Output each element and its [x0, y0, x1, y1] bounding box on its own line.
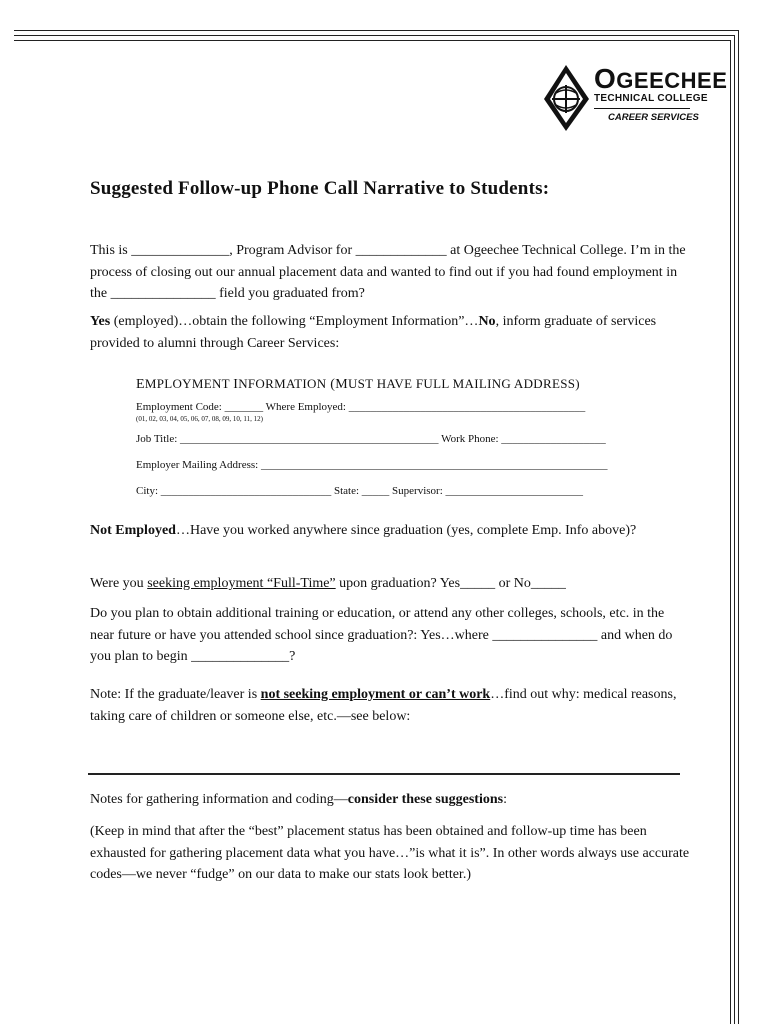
employment-heading: EMPLOYMENT INFORMATION (MUST HAVE FULL MAILING ADDRESS) — [136, 376, 580, 392]
employment-codes-hint: (01, 02, 03, 04, 05, 06, 07, 08, 09, 10, 11, 12) — [136, 415, 263, 423]
job-title-row: Job Title: _______________________________________________ Work Phone: ___________________ — [136, 433, 606, 445]
page-frame-right-inner — [734, 35, 735, 1024]
page-frame-top — [14, 30, 738, 31]
not-employed-paragraph: Not Employed…Have you worked anywhere since graduation (yes, complete Emp. Info above)? — [90, 523, 637, 538]
page-frame-right-inner2 — [730, 40, 731, 1024]
employment-code-row: Employment Code: _______ Where Employed: ___________________________________________ (01, 02, 03, 04, 05, 06, 07, 08, 09, 10, 11, 12) — [136, 401, 586, 423]
yes-paragraph: Yes (employed)…obtain the following “Employment Information”…No, inform graduate of services provided to alumni through Career Services: — [90, 314, 657, 351]
page-title: Suggested Follow-up Phone Call Narrative to Students: — [90, 178, 550, 199]
city-state-row: City: _______________________________ State: _____ Supervisor: _________________________ — [136, 485, 584, 497]
page-frame-top-inner — [14, 35, 734, 36]
logo-divider — [594, 108, 690, 109]
logo-subtitle: TECHNICAL COLLEGE — [594, 93, 708, 104]
page-frame-top-inner2 — [14, 40, 730, 41]
intro-paragraph: This is ______________, Program Advisor for _____________ at Ogeechee Technical College. I’m in the process of closing out our annual placement data and wanted to find out if you had found employment in the _______________ field you graduated from? — [90, 243, 686, 301]
note-paragraph: Note: If the graduate/leaver is not seeking employment or can’t work…find out why: medical reasons, taking care of children or someone else, etc.—see below: — [90, 687, 677, 724]
notes-heading: Notes for gathering information and coding—consider these suggestions: — [90, 792, 507, 807]
employer-address-row: Employer Mailing Address: _______________________________________________________________ — [136, 459, 608, 471]
section-divider — [88, 773, 680, 775]
logo-department: CAREER SERVICES — [608, 112, 699, 123]
keep-in-mind-paragraph: (Keep in mind that after the “best” placement status has been obtained and follow-up time has been exhausted for gathering placement data what you have…”is what it is”. In other words always use accurate codes—we never “fudge” on our data to make our stats look better.) — [90, 824, 690, 882]
diamond-emblem-icon — [542, 63, 592, 133]
college-logo — [542, 63, 728, 133]
employment-information-section — [136, 376, 676, 507]
additional-training-paragraph: Do you plan to obtain additional training or education, or attend any other colleges, schools, etc. in the near future or have you attended school since graduation?: Yes…where _______________ and when do you plan to begin ______________? — [90, 606, 673, 664]
logo-college-name: OGEECHEE — [594, 63, 728, 94]
page-frame-right — [738, 30, 739, 1024]
seeking-employment-paragraph: Were you seeking employment “Full-Time” upon graduation? Yes_____ or No_____ — [90, 576, 566, 591]
